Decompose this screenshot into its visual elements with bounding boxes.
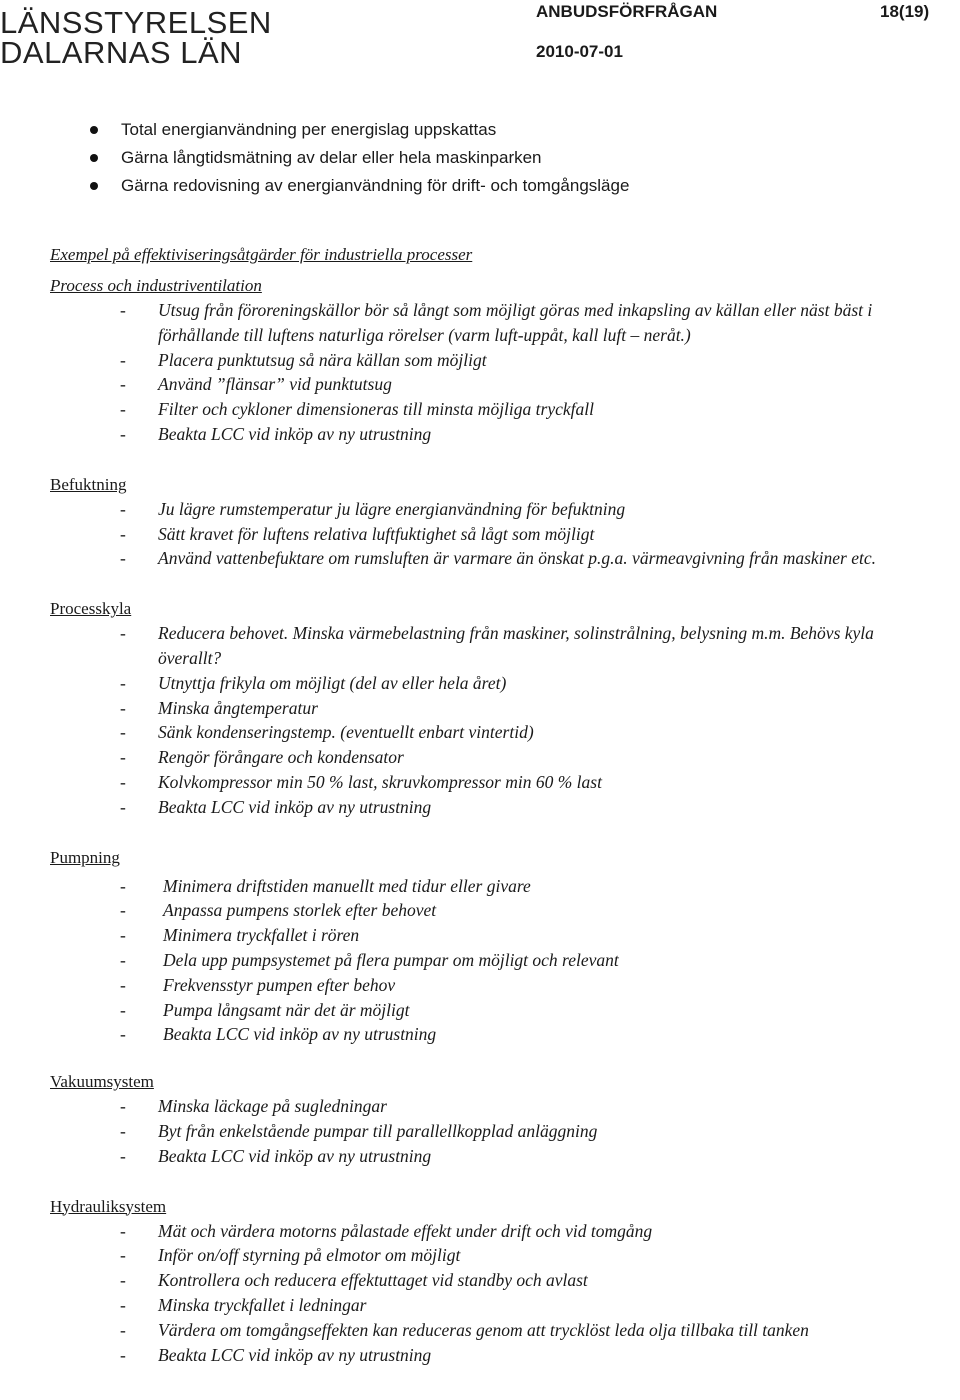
section-heading-processkyla: Processkyla <box>50 599 132 619</box>
bullet-text: Gärna redovisning av energianvändning för drift- och tomgångsläge <box>121 176 630 195</box>
dash-marker: - <box>120 796 126 817</box>
list-item: - Utnyttja frikyla om möjligt (del av eller hela året) <box>50 671 940 696</box>
dash-marker: - <box>120 747 126 768</box>
list-item: - Beakta LCC vid inköp av ny utrustning <box>50 1022 940 1047</box>
dash-marker: - <box>120 548 126 569</box>
list-item: - Filter och cykloner dimensioneras till minsta möjliga tryckfall <box>50 397 940 422</box>
section-list-hydrauliksystem <box>50 1219 940 1368</box>
list-item: - Rengör förångare och kondensator <box>50 745 940 770</box>
bullet-icon <box>90 154 98 162</box>
dash-marker: - <box>120 771 126 792</box>
dash-marker: - <box>120 672 126 693</box>
list-item: - Sänk kondenseringstemp. (eventuellt enbart vintertid) <box>50 720 940 745</box>
logo-line-2: DALARNAS LÄN <box>0 35 243 70</box>
bullet-item <box>90 144 629 172</box>
list-item: - Placera punktutsug så nära källan som möjligt <box>50 348 940 373</box>
list-item: - Minimera tryckfallet i rören <box>50 923 940 948</box>
bullet-item <box>90 116 629 144</box>
list-item: - Dela upp pumpsystemet på flera pumpar om möjligt och relevant <box>50 948 940 973</box>
dash-marker: - <box>120 974 126 995</box>
dash-marker: - <box>120 374 126 395</box>
dash-marker: - <box>120 349 126 370</box>
list-item: - Minska läckage på sugledningar <box>50 1094 940 1119</box>
section-list-vakuumsystem <box>50 1094 940 1168</box>
list-item: - Beakta LCC vid inköp av ny utrustning <box>50 795 940 820</box>
list-item: - Kontrollera och reducera effektuttaget vid standby och avlast <box>50 1268 940 1293</box>
dash-marker: - <box>120 1319 126 1340</box>
page-number: 18(19) <box>880 2 930 21</box>
list-item: - Frekvensstyr pumpen efter behov <box>50 973 940 998</box>
list-item: - Minimera driftstiden manuellt med tidur eller givare <box>50 874 940 899</box>
bullet-list <box>90 116 629 200</box>
list-item: - Minska tryckfallet i ledningar <box>50 1293 940 1318</box>
list-item: - Använd vattenbefuktare om rumsluften är varmare än önskat p.g.a. värmeavgivning från maskiner etc. <box>50 546 940 571</box>
dash-marker: - <box>120 1120 126 1141</box>
list-item: - Ju lägre rumstemperatur ju lägre energianvändning för befuktning <box>50 497 940 522</box>
list-item: - Mät och värdera motorns pålastade effekt under drift och vid tomgång <box>50 1219 940 1244</box>
section-heading-befuktning: Befuktning <box>50 474 127 494</box>
dash-marker: - <box>120 1024 126 1045</box>
list-item: - Beakta LCC vid inköp av ny utrustning <box>50 1144 940 1169</box>
document-date: 2010-07-01 <box>536 42 623 61</box>
list-item: - Pumpa långsamt när det är möjligt <box>50 998 940 1023</box>
section-list-processkyla <box>50 621 940 819</box>
dash-marker: - <box>120 1220 126 1241</box>
bullet-text: Gärna långtidsmätning av delar eller hela maskinparken <box>121 148 542 167</box>
document-body <box>50 242 940 1367</box>
bullet-text: Total energianvändning per energislag uppskattas <box>121 120 497 139</box>
dash-marker: - <box>120 423 126 444</box>
list-item: - Värdera om tomgångseffekten kan reduceras genom att trycklöst leda olja tillbaka till tanken <box>50 1318 940 1343</box>
dash-marker: - <box>120 722 126 743</box>
section-heading-hydrauliksystem: Hydrauliksystem <box>50 1196 167 1216</box>
dash-marker: - <box>120 623 126 644</box>
section-heading-vakuumsystem: Vakuumsystem <box>50 1072 154 1092</box>
section-list-process-ventilation <box>50 298 940 447</box>
bullet-item <box>90 172 629 200</box>
dash-marker: - <box>120 1344 126 1365</box>
dash-marker: - <box>120 900 126 921</box>
dash-marker: - <box>120 949 126 970</box>
dash-marker: - <box>120 300 126 320</box>
dash-marker: - <box>120 399 126 420</box>
dash-marker: - <box>120 1294 126 1315</box>
dash-marker: - <box>120 1096 126 1117</box>
example-heading: Exempel på effektiviseringsåtgärder för industriella processer <box>50 245 473 264</box>
dash-marker: - <box>120 999 126 1020</box>
list-item: - Beakta LCC vid inköp av ny utrustning <box>50 422 940 447</box>
dash-marker: - <box>120 523 126 544</box>
dash-marker: - <box>120 925 126 946</box>
section-list-pumpning <box>50 874 940 1048</box>
list-item: - Byt från enkelstående pumpar till parallellkopplad anläggning <box>50 1119 940 1144</box>
list-item: - Utsug från föroreningskällor bör så långt som möjligt göras med inkapsling av källan eller näst bäst i förhållande till luftens naturliga rörelser (varm luft-uppåt, kall luft – neråt.) <box>120 300 873 345</box>
bullet-icon <box>90 182 98 190</box>
list-item: - Kolvkompressor min 50 % last, skruvkompressor min 60 % last <box>50 770 940 795</box>
dash-marker: - <box>120 875 126 896</box>
dash-marker: - <box>120 498 126 519</box>
document-type: ANBUDSFÖRFRÅGAN <box>536 2 718 21</box>
logo-line-1: LÄNSSTYRELSEN <box>0 5 272 40</box>
list-item: - Sätt kravet för luftens relativa luftfuktighet så lågt som möjligt <box>50 522 940 547</box>
list-item: - Minska ångtemperatur <box>50 696 940 721</box>
dash-marker: - <box>120 1145 126 1166</box>
bullet-icon <box>90 126 98 134</box>
section-list-befuktning <box>50 497 940 571</box>
dash-marker: - <box>120 697 126 718</box>
dash-marker: - <box>120 1270 126 1291</box>
authority-logo <box>0 5 272 70</box>
dash-marker: - <box>120 1245 126 1266</box>
list-item: - Inför on/off styrning på elmotor om möjligt <box>50 1243 940 1268</box>
list-item: - Beakta LCC vid inköp av ny utrustning <box>50 1343 940 1368</box>
list-item: - Reducera behovet. Minska värmebelastning från maskiner, solinstrålning, belysning m.m. Behövs kyla överallt? <box>120 623 874 668</box>
section-heading-pumpning: Pumpning <box>50 847 120 867</box>
list-item: - Använd ”flänsar” vid punktutsug <box>50 372 940 397</box>
section-heading-process-ventilation: Process och industriventilation <box>50 276 262 295</box>
list-item: - Anpassa pumpens storlek efter behovet <box>50 898 940 923</box>
